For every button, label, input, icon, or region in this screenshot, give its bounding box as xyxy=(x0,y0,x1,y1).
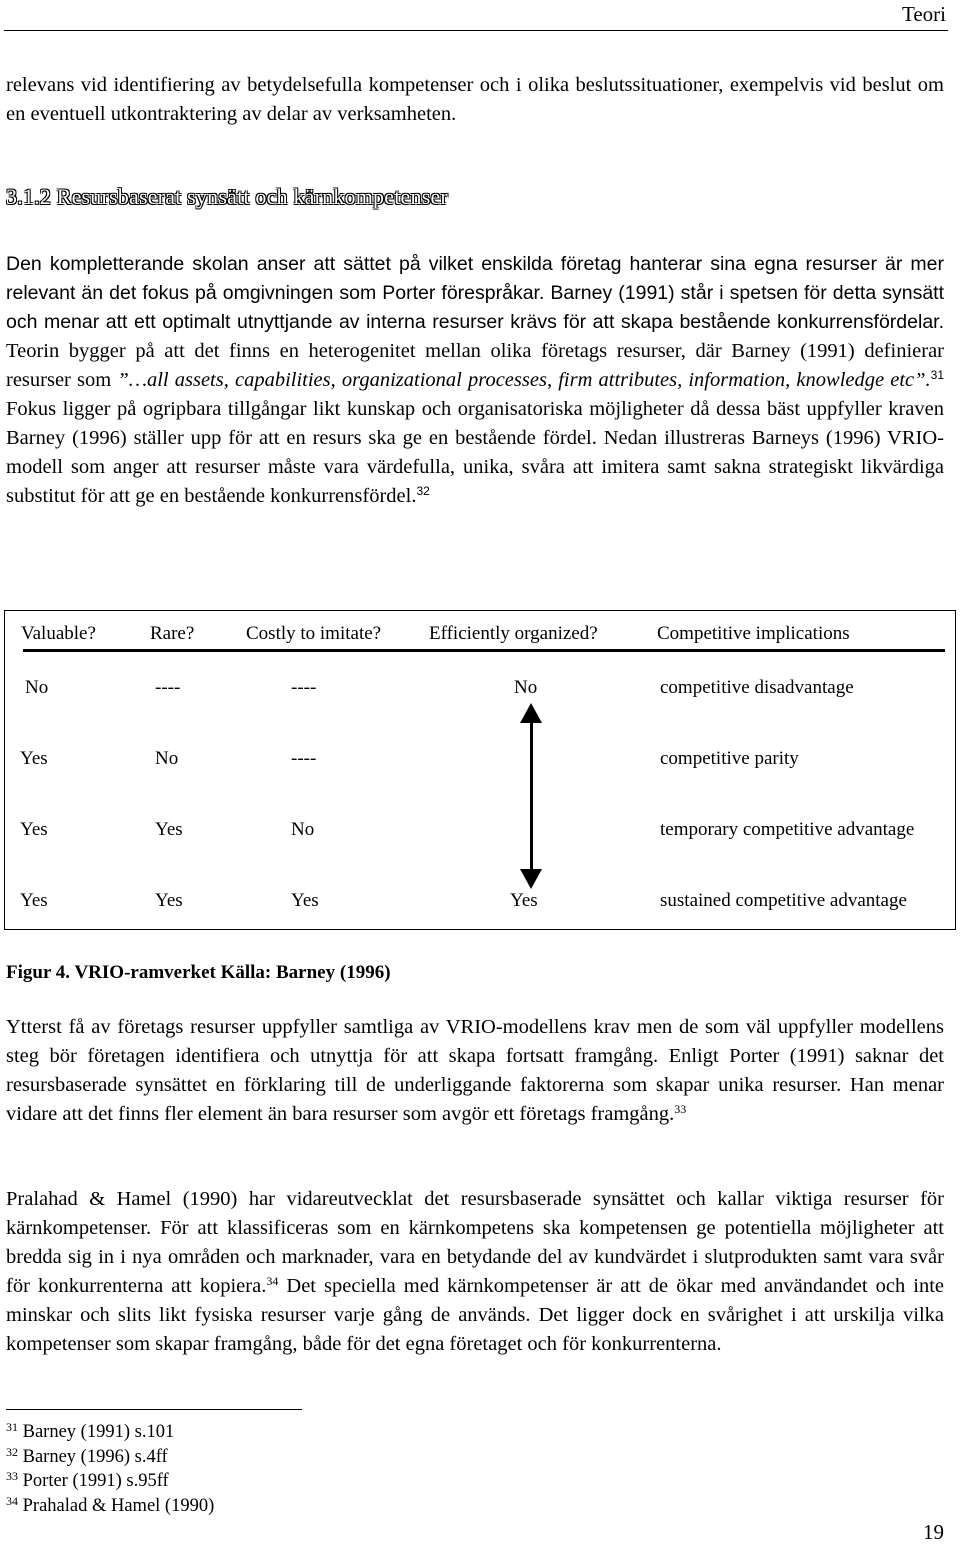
footnote-text: Porter (1991) s.95ff xyxy=(22,1471,169,1491)
footnote-item xyxy=(6,1445,214,1470)
table-cell: ---- xyxy=(291,677,317,698)
table-cell: Yes xyxy=(155,819,183,840)
paragraph-resource-based xyxy=(6,250,944,511)
barney-quote: ”…all assets, capabilities, organizational processes, firm attributes, information, knowledge etc”. xyxy=(111,369,931,391)
para1-part2: Teorin bygger på att det finns en heterogenitet mellan olika företags resurser, där Barney (1991) definierar resurser som xyxy=(6,340,944,391)
para3-part1: Pralahad & Hamel (1990) har vidareutvecklat det resursbaserade synsättet och kallar viktiga resurser för kärnkompetenser. För att klassificeras som en kärnkompetens ska kompetensen ge potentiella möjligheter att bredda sig in i nya områden och marknader, vara en betydande del av kundvärdet i slutprodukten samt vara svår för konkurrenterna att kopiera. xyxy=(6,1188,944,1297)
table-cell: Yes xyxy=(510,890,538,911)
table-cell: No xyxy=(155,748,179,769)
table-cell: temporary competitive advantage xyxy=(660,819,915,840)
table-cell: ---- xyxy=(155,677,181,698)
para1-part3: Fokus ligger på ogripbara tillgångar likt kunskap och organisatoriska möjligheter då dessa bäst uppfyller kraven Barney (1996) ställer upp för att en resurs ska ge en bestående fördel. Nedan illustreras Barneys (1996) VRIO-modell som anger att resurser måste vara värdefulla, unika, svåra att imitera samt sakna strategiskt likvärdiga substitut för att ge en bestående konkurrensfördel. xyxy=(6,398,944,507)
table-cell: ---- xyxy=(291,748,317,769)
footnote-ref-32[interactable]: 32 xyxy=(416,484,430,498)
figure-caption: Figur 4. VRIO-ramverket Källa: Barney (1996) xyxy=(6,962,391,983)
arrow-down-icon xyxy=(520,869,542,889)
footnote-text: Prahalad & Hamel (1990) xyxy=(22,1495,215,1516)
footnote-number: 34 xyxy=(6,1493,18,1508)
vrio-figure xyxy=(4,610,956,930)
footnote-item xyxy=(6,1494,214,1519)
para2-text: Ytterst få av företags resurser uppfyller samtliga av VRIO-modellens krav men de som väl uppfyller modellens steg bör företagen identifiera och utnyttja för att skapa fortsatt framgång. Enligt Porter (1991) saknar det resursbaserade synsättet en förklaring till de underliggande faktorerna som skapar unika resurser. Han menar vidare att det finns fler element än bara resurser som avgör ett företags framgång. xyxy=(6,1016,944,1125)
table-cell: Yes xyxy=(291,890,319,911)
table-cell: No xyxy=(291,819,315,840)
paragraph-core-competences xyxy=(6,1185,944,1359)
section-heading: 3.1.2 Resursbaserat synsätt och kärnkompetenser xyxy=(6,184,448,209)
footnote-item xyxy=(6,1469,214,1494)
table-cell: Yes xyxy=(20,748,48,769)
footnote-number: 33 xyxy=(6,1469,18,1483)
double-arrow-shaft xyxy=(530,719,533,879)
footnote-ref-31[interactable]: 31 xyxy=(930,368,944,382)
table-cell: No xyxy=(514,677,538,698)
table-cell: competitive disadvantage xyxy=(660,677,854,698)
table-cell: Yes xyxy=(155,890,183,911)
footnote-number: 31 xyxy=(6,1420,18,1434)
intro-paragraph: relevans vid identifiering av betydelsefulla kompetenser och i olika beslutssituationer, exempelvis vid beslut om en eventuell utkontraktering av delar av verksamheten. xyxy=(6,74,944,125)
header-costly: Costly to imitate? xyxy=(246,623,382,644)
page-number: 19 xyxy=(923,1520,944,1544)
footnote-item xyxy=(6,1420,214,1445)
table-cell: No xyxy=(25,677,49,698)
paragraph-vrio-requirements xyxy=(6,1013,944,1129)
header-rule xyxy=(4,30,948,31)
header-implications: Competitive implications xyxy=(657,623,850,644)
footnote-text: Barney (1996) s.4ff xyxy=(22,1446,168,1467)
footnote-text: Barney (1991) s.101 xyxy=(22,1422,175,1442)
table-cell: Yes xyxy=(20,819,48,840)
table-cell: sustained competitive advantage xyxy=(660,890,907,911)
para1-part1: Den kompletterande skolan anser att sättet på vilket enskilda företag hanterar sina egna resurser är mer relevant än det fokus på omgivningen som Porter förespråkar. Barney (1991) står i spetsen för detta synsätt och menar att ett optimalt utnyttjande av interna resurser krävs för att skapa bestående konkurrensfördelar. xyxy=(6,253,944,333)
running-header-title: Teori xyxy=(901,2,946,26)
header-rule-line xyxy=(23,649,945,652)
table-cell: Yes xyxy=(20,890,48,911)
footnote-ref-34[interactable]: 34 xyxy=(266,1274,279,1288)
header-valuable: Valuable? xyxy=(21,623,96,644)
table-cell: competitive parity xyxy=(660,748,799,769)
footnote-ref-33[interactable]: 33 xyxy=(674,1102,687,1116)
header-rare: Rare? xyxy=(150,623,195,644)
header-organized: Efficiently organized? xyxy=(429,623,598,644)
para3-part2: Det speciella med kärnkompetenser är att de ökar med användandet och inte minskar och slits likt fysiska resurser varje gång de används. Det ligger dock en svårighet i att urskilja vilka kompetenser som skapar framgång, både för det egna företaget och för konkurrenterna. xyxy=(6,1275,945,1355)
footnote-number: 32 xyxy=(6,1444,18,1459)
footnote-separator xyxy=(6,1409,302,1410)
footnotes-list xyxy=(6,1420,214,1518)
